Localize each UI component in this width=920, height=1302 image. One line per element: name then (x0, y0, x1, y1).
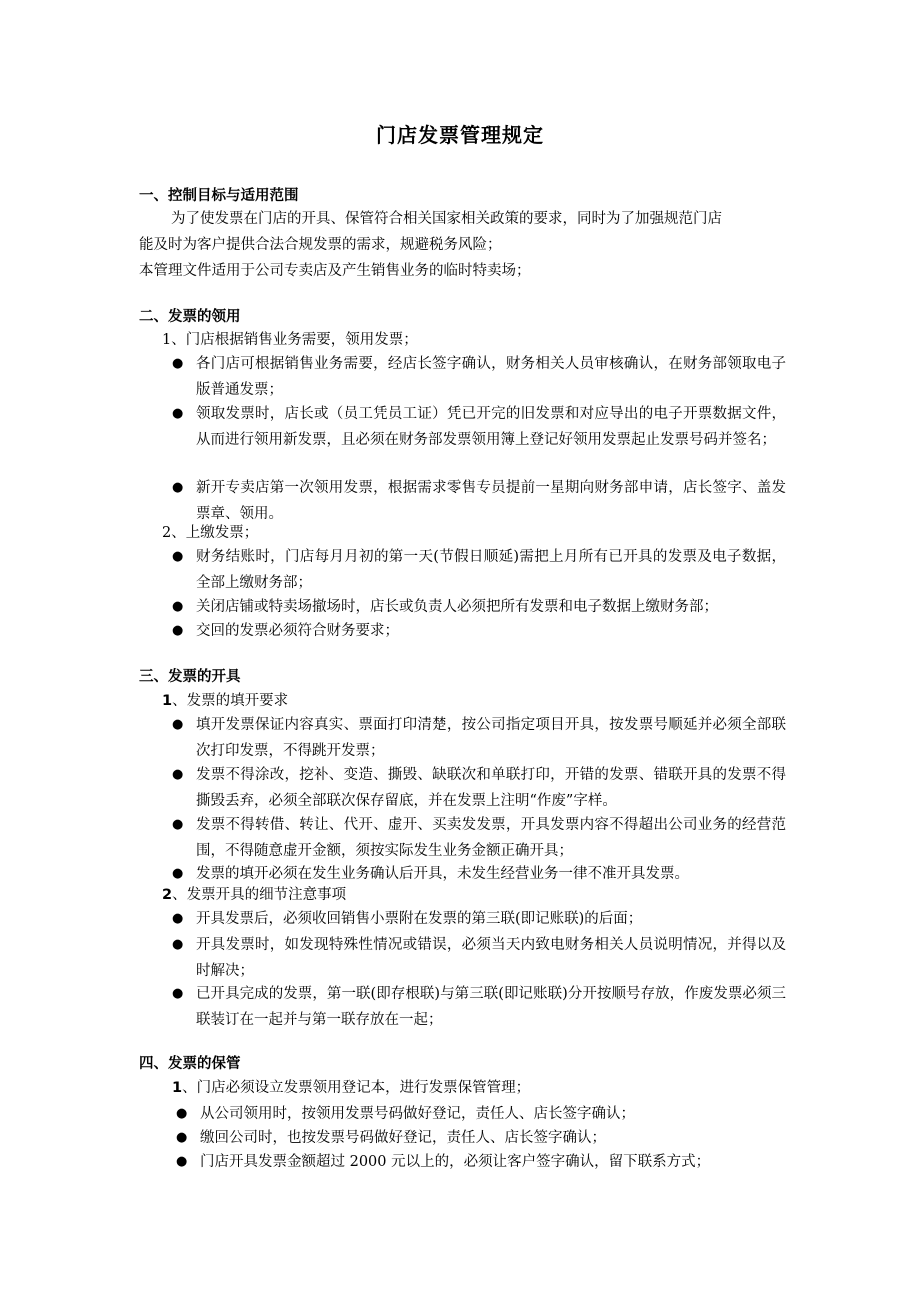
bullet-icon: ● (172, 866, 184, 881)
list-item: 开具发票后，必须收回销售小票附在发票的第三联(即记账联)的后面； (196, 911, 643, 927)
list-item: 已开具完成的发票，第一联(即存根联)与第三联(即记账联)分开按顺号存放，作废发票必须三联装订在一起并与第一联存放在一起； (196, 986, 786, 1028)
bullet-icon: ● (172, 937, 184, 952)
bullet-icon: ● (176, 1130, 188, 1145)
section-heading-requisition: 二、发票的领用 (139, 309, 241, 325)
list-item: 缴回公司时，也按发票号码做好登记，责任人、店长签字确认； (200, 1130, 606, 1146)
bullet-icon: ● (172, 911, 184, 926)
subsection-title: 2、上缴发票； (162, 525, 259, 541)
list-item: 财务结账时，门店每月月初的第一天(节假日顺延)需把上月所有已开具的发票及电子数据，全部上缴财务部； (196, 549, 786, 591)
list-item: 各门店可根据销售业务需要，经店长签字确认，财务相关人员审核确认，在财务部领取电子版普通发票； (196, 356, 786, 398)
bullet-icon: ● (172, 623, 184, 638)
subsection-title: 1、门店根据销售业务需要，领用发票； (162, 332, 418, 348)
subsection-title: 1、门店必须设立发票领用登记本，进行发票保管管理； (172, 1080, 531, 1096)
bullet-icon: ● (172, 817, 184, 832)
list-item: 交回的发票必须符合财务要求； (196, 623, 399, 639)
section-heading-custody: 四、发票的保管 (139, 1056, 241, 1072)
bullet-icon: ● (172, 406, 184, 421)
bullet-icon: ● (172, 767, 184, 782)
list-item: 关闭店铺或特卖场撤场时，店长或负责人必须把所有发票和电子数据上缴财务部； (196, 599, 718, 615)
list-item: 发票不得转借、转让、代开、虚开、买卖发发票，开具发票内容不得超出公司业务的经营范围，不得随意虚开金额，须按实际发生业务金额正确开具； (196, 817, 786, 859)
list-item: 领取发票时，店长或（员工凭员工证）凭已开完的旧发票和对应导出的电子开票数据文件，从而进行领用新发票，且必须在财务部发票领用簿上登记好领用发票起止发票号码并签名； (196, 406, 786, 448)
bullet-icon: ● (172, 717, 184, 732)
section-heading-scope: 一、控制目标与适用范围 (139, 188, 299, 204)
bullet-icon: ● (172, 356, 184, 371)
list-item: 门店开具发票金额超过 2000 元以上的，必须让客户签字确认，留下联系方式； (200, 1154, 711, 1170)
page-title: 门店发票管理规定 (376, 123, 544, 147)
section-heading-issuing: 三、发票的开具 (139, 669, 241, 685)
bullet-icon: ● (176, 1154, 188, 1169)
bullet-icon: ● (172, 549, 184, 564)
list-item: 填开发票保证内容真实、票面打印清楚，按公司指定项目开具，按发票号顺延并必须全部联次打印发票，不得跳开发票； (196, 717, 786, 759)
list-item: 从公司领用时，按领用发票号码做好登记，责任人、店长签字确认； (200, 1106, 635, 1122)
list-item: 开具发票时，如发现特殊性情况或错误，必须当天内致电财务相关人员说明情况，并得以及时解决； (196, 937, 786, 979)
paragraph-line: 能及时为客户提供合法合规发票的需求，规避税务风险； (139, 237, 502, 253)
bullet-icon: ● (172, 986, 184, 1001)
list-item: 发票的填开必须在发生业务确认后开具，未发生经营业务一律不准开具发票。 (196, 866, 689, 882)
list-item: 新开专卖店第一次领用发票，根据需求零售专员提前一星期向财务部申请，店长签字、盖发票章、领用。 (196, 480, 786, 522)
bullet-icon: ● (172, 480, 184, 495)
bullet-icon: ● (176, 1106, 188, 1121)
subsection-title: 2、发票开具的细节注意事项 (162, 887, 347, 903)
bullet-icon: ● (172, 599, 184, 614)
subsection-title: 1、发票的填开要求 (162, 693, 289, 709)
paragraph-line: 为了使发票在门店的开具、保管符合相关国家相关政策的要求，同时为了加强规范门店 (171, 211, 722, 227)
paragraph: 本管理文件适用于公司专卖店及产生销售业务的临时特卖场； (139, 263, 531, 279)
list-item: 发票不得涂改，挖补、变造、撕毁、缺联次和单联打印，开错的发票、错联开具的发票不得撕毁丢弃，必须全部联次保存留底，并在发票上注明“作废”字样。 (196, 767, 786, 809)
